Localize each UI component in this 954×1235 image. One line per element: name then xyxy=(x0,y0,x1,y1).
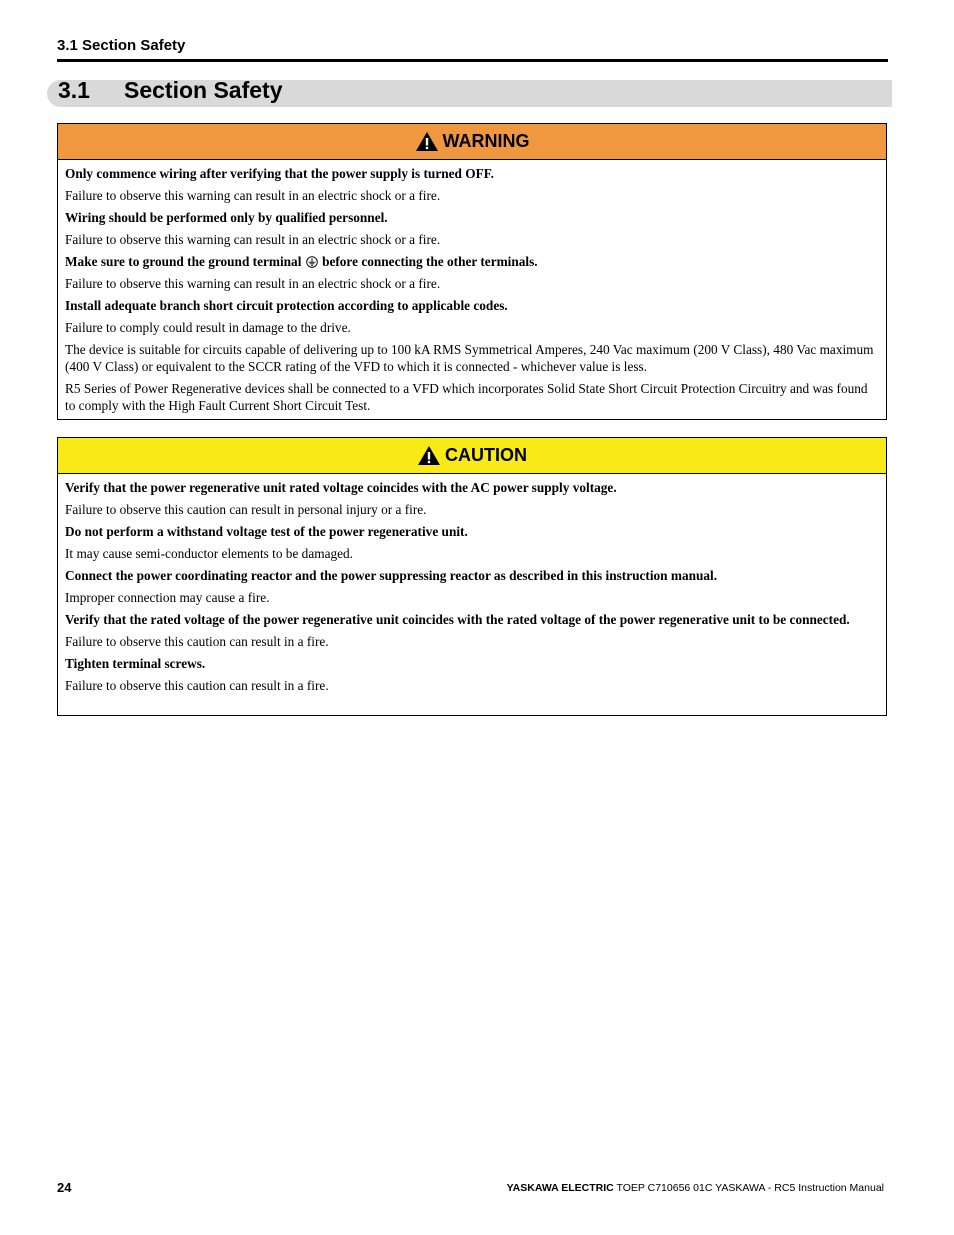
caution-box xyxy=(57,437,887,716)
warning-item-text: Failure to observe this warning can result in an electric shock or a fire. xyxy=(65,232,441,247)
warning-item-heading: Only commence wiring after verifying that the power supply is turned OFF. xyxy=(65,166,494,181)
warning-item-text: Failure to observe this warning can result in an electric shock or a fire. xyxy=(65,276,441,291)
header-rule xyxy=(57,59,888,62)
warning-item-text: Failure to observe this warning can result in an electric shock or a fire. xyxy=(65,188,441,203)
caution-item-text: Failure to observe this caution can result in a fire. xyxy=(65,634,329,649)
warning-item-heading xyxy=(65,253,879,270)
caution-item-text: It may cause semi-conductor elements to be damaged. xyxy=(65,546,353,561)
caution-item-heading: Verify that the power regenerative unit rated voltage coincides with the AC power supply voltage. xyxy=(65,480,617,495)
footer xyxy=(507,1182,884,1194)
ground-heading-after: before connecting the other terminals. xyxy=(322,254,538,269)
warning-body xyxy=(58,160,886,414)
caution-item-heading: Connect the power coordinating reactor and the power suppressing reactor as described in this instruction manual. xyxy=(65,568,718,583)
caution-item-text: Improper connection may cause a fire. xyxy=(65,590,270,605)
ground-heading-before: Make sure to ground the ground terminal xyxy=(65,254,302,269)
caution-item-text: Failure to observe this caution can result in a fire. xyxy=(65,678,329,693)
warning-header xyxy=(58,124,886,160)
footer-brand: YASKAWA ELECTRIC xyxy=(506,1182,614,1194)
caution-triangle-icon xyxy=(417,445,441,466)
page-number: 24 xyxy=(57,1180,72,1195)
r5-paragraph: R5 Series of Power Regenerative devices shall be connected to a VFD which incorporates Solid State Short Circuit Protection Circuitry and was found to comply with the High Fault Current Short Circuit Test. xyxy=(65,381,868,413)
section-title: Section Safety xyxy=(124,77,283,103)
section-number: 3.1 xyxy=(58,77,90,103)
caution-body xyxy=(58,474,886,694)
running-head: 3.1 Section Safety xyxy=(57,37,186,54)
caution-header xyxy=(58,438,886,474)
ground-terminal-icon xyxy=(306,256,318,268)
warning-box xyxy=(57,123,887,420)
caution-item-heading: Do not perform a withstand voltage test of the power regenerative unit. xyxy=(65,524,468,539)
caution-label: CAUTION xyxy=(445,445,527,465)
warning-triangle-icon xyxy=(415,131,439,152)
footer-doc: TOEP C710656 01C YASKAWA - RC5 Instruction Manual xyxy=(616,1182,884,1194)
warning-item-heading: Install adequate branch short circuit protection according to applicable codes. xyxy=(65,298,508,313)
caution-item-heading: Verify that the rated voltage of the power regenerative unit coincides with the rated voltage of the power regenerative unit to be connected. xyxy=(65,612,850,627)
sccr-paragraph: The device is suitable for circuits capable of delivering up to 100 kA RMS Symmetrical Amperes, 240 Vac maximum (200 V Class), 480 Vac maximum (400 V Class) or equivalent to the SCCR rating of the VFD to which it is connected - whichever value is less. xyxy=(65,342,874,374)
caution-item-heading: Tighten terminal screws. xyxy=(65,656,206,671)
warning-item-heading: Wiring should be performed only by qualified personnel. xyxy=(65,210,388,225)
warning-label: WARNING xyxy=(442,131,530,151)
caution-item-text: Failure to observe this caution can result in personal injury or a fire. xyxy=(65,502,427,517)
warning-item-text: Failure to comply could result in damage to the drive. xyxy=(65,320,351,335)
